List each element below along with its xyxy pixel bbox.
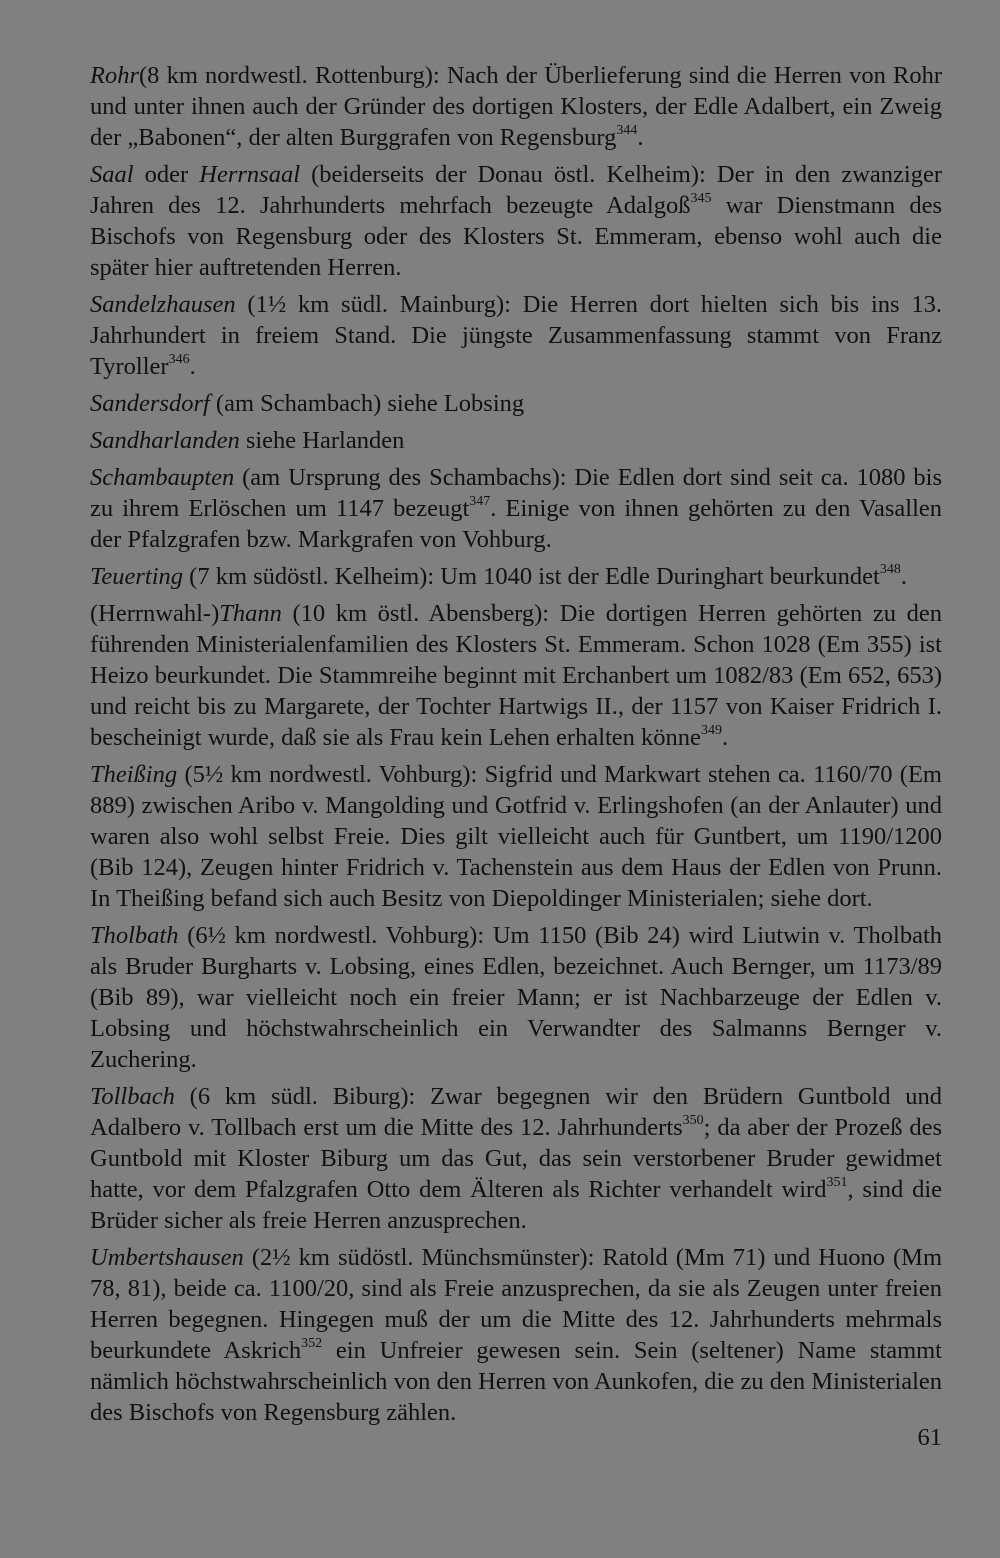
- footnote-ref: 344: [616, 122, 638, 138]
- entry-text: (am Schambach) siehe Lobsing: [209, 390, 525, 417]
- footnote-ref: 345: [690, 190, 712, 206]
- footnote-ref: 352: [301, 1335, 323, 1351]
- place-name: Teuerting: [90, 563, 184, 590]
- place-entry: [90, 920, 942, 1075]
- place-entry: [90, 289, 942, 382]
- entry-text: siehe Harlanden: [239, 427, 405, 454]
- place-name: Rohr: [90, 62, 139, 89]
- entry-text: . Einige von ihnen gehörten zu den Vasallen der Pfalzgrafen bzw. Markgrafen von Vohburg.: [90, 495, 942, 553]
- entry-text: oder: [133, 161, 200, 188]
- place-entry: [90, 425, 942, 456]
- entry-text: (2½ km südöstl. Münchsmünster): Ratold (Mm 71) und Huono (Mm 78, 81), beide ca. 1100/20, sind als Freie anzusprechen, da sie als Zeugen unter freien Herren begegnen. Hingegen muß der um die Mitte des 12. Jahrhunderts mehrmals beurkundete Askrich: [90, 1244, 942, 1364]
- entry-text: .: [189, 353, 196, 380]
- place-entry: [90, 60, 942, 153]
- place-entry: [90, 462, 942, 555]
- footnote-ref: 351: [826, 1174, 848, 1190]
- place-name: Tholbath: [90, 922, 179, 949]
- place-name: Sandersdorf: [90, 390, 210, 417]
- entry-text: (beiderseits der Donau östl. Kelheim): Der in den zwanziger Jahren des 12. Jahrhunderts mehrfach bezeugte Adalgoß: [90, 161, 942, 219]
- page-number: 61: [917, 1424, 942, 1451]
- place-name: Saal: [90, 161, 134, 188]
- footnote-ref: 350: [682, 1112, 704, 1128]
- place-name: Thann: [219, 600, 282, 627]
- entry-text: ein Unfreier gewesen sein. Sein (seltener) Name stammt nämlich höchstwahrscheinlich von den Herren von Aunkofen, die zu den Ministerialen des Bischofs von Regensburg zählen.: [90, 1337, 942, 1426]
- entry-list: [90, 60, 942, 1428]
- entry-text: (6½ km nordwestl. Vohburg): Um 1150 (Bib 24) wird Liutwin v. Tholbath als Bruder Burgharts v. Lobsing, eines Edlen, bezeichnet. Auch Bernger, um 1173/89 (Bib 89), war vielleicht noch ein freier Mann; er ist Nachbarzeuge der Edlen v. Lobsing und höchstwahrscheinlich ein Verwandter des Salmanns Bernger v. Zuchering.: [90, 922, 942, 1073]
- place-name: Theißing: [90, 761, 178, 788]
- page-body: [90, 60, 942, 1434]
- place-name: Sandelzhausen: [90, 291, 236, 318]
- place-entry: [90, 1081, 942, 1236]
- place-name: Schambaupten: [90, 464, 235, 491]
- footnote-ref: 346: [168, 351, 190, 367]
- entry-text: (Herrnwahl-): [90, 600, 220, 627]
- entry-text: .: [900, 563, 907, 590]
- place-name: Sandharlanden: [90, 427, 240, 454]
- entry-text: (8 km nordwestl. Rottenburg): Nach der Überlieferung sind die Herren von Rohr und unter ihnen auch der Gründer des dortigen Klosters, der Edle Adalbert, ein Zweig der „Babonen“, der alten Burggrafen von Regensburg: [90, 62, 942, 151]
- place-name: Herrnsaal: [199, 161, 301, 188]
- entry-text: .: [721, 724, 729, 751]
- entry-text: (6 km südl. Biburg): Zwar begegnen wir den Brüdern Guntbold und Adalbero v. Tollbach erst um die Mitte des 12. Jahrhunderts: [90, 1083, 942, 1141]
- place-entry: [90, 388, 942, 419]
- entry-text: (am Ursprung des Schambachs): Die Edlen dort sind seit ca. 1080 bis zu ihrem Erlöschen um 1147 bezeugt: [90, 464, 942, 522]
- footnote-ref: 349: [700, 722, 722, 738]
- footnote-ref: 348: [879, 561, 901, 577]
- footnote-ref: 347: [469, 493, 491, 509]
- entry-text: war Dienstmann des Bischofs von Regensburg oder des Klosters St. Emmeram, ebenso wohl auch die später hier auftretenden Herren.: [90, 192, 942, 281]
- entry-text: .: [637, 124, 644, 151]
- entry-text: (5½ km nordwestl. Vohburg): Sigfrid und Markwart stehen ca. 1160/70 (Em 889) zwischen Aribo v. Mangolding und Gotfrid v. Erlingshofen (an der Anlauter) und waren also wohl selbst Freie. Dies gilt vielleicht auch für Guntbert, um 1190/1200 (Bib 124), Zeugen hinter Fridrich v. Tachenstein aus dem Haus der Edlen von Prunn. In Theißing befand sich auch Besitz von Diepoldinger Ministerialen; siehe dort.: [90, 761, 942, 912]
- entry-text: (7 km südöstl. Kelheim): Um 1040 ist der Edle Duringhart beurkundet: [183, 563, 880, 590]
- place-entry: [90, 759, 942, 914]
- entry-text: (10 km östl. Abensberg): Die dortigen Herren gehörten zu den führenden Ministerialenfamilien des Klosters St. Emmeram. Schon 1028 (Em 355) ist Heizo beurkundet. Die Stammreihe beginnt mit Erchanbert um 1082/83 (Em 652, 653) und reicht bis zu Margarete, der Tochter Hartwigs II., der 1157 von Kaiser Fridrich I. bescheinigt wurde, daß sie als Frau kein Lehen erhalten könne: [90, 600, 942, 751]
- entry-text: , sind die Brüder sicher als freie Herren anzusprechen.: [90, 1176, 942, 1234]
- entry-text: (1½ km südl. Mainburg): Die Herren dort hielten sich bis ins 13. Jahrhundert in freiem Stand. Die jüngste Zusammenfassung stammt von Franz Tyroller: [90, 291, 942, 380]
- place-name: Umbertshausen: [90, 1244, 244, 1271]
- entry-text: ; da aber der Prozeß des Guntbold mit Kloster Biburg um das Gut, das sein verstorbener Bruder gewidmet hatte, vor dem Pfalzgrafen Otto dem Älteren als Richter verhandelt wird: [90, 1114, 942, 1203]
- place-entry: [90, 1242, 942, 1428]
- place-name: Tollbach: [90, 1083, 175, 1110]
- place-entry: [90, 159, 942, 283]
- place-entry: [90, 598, 942, 753]
- place-entry: [90, 561, 942, 592]
